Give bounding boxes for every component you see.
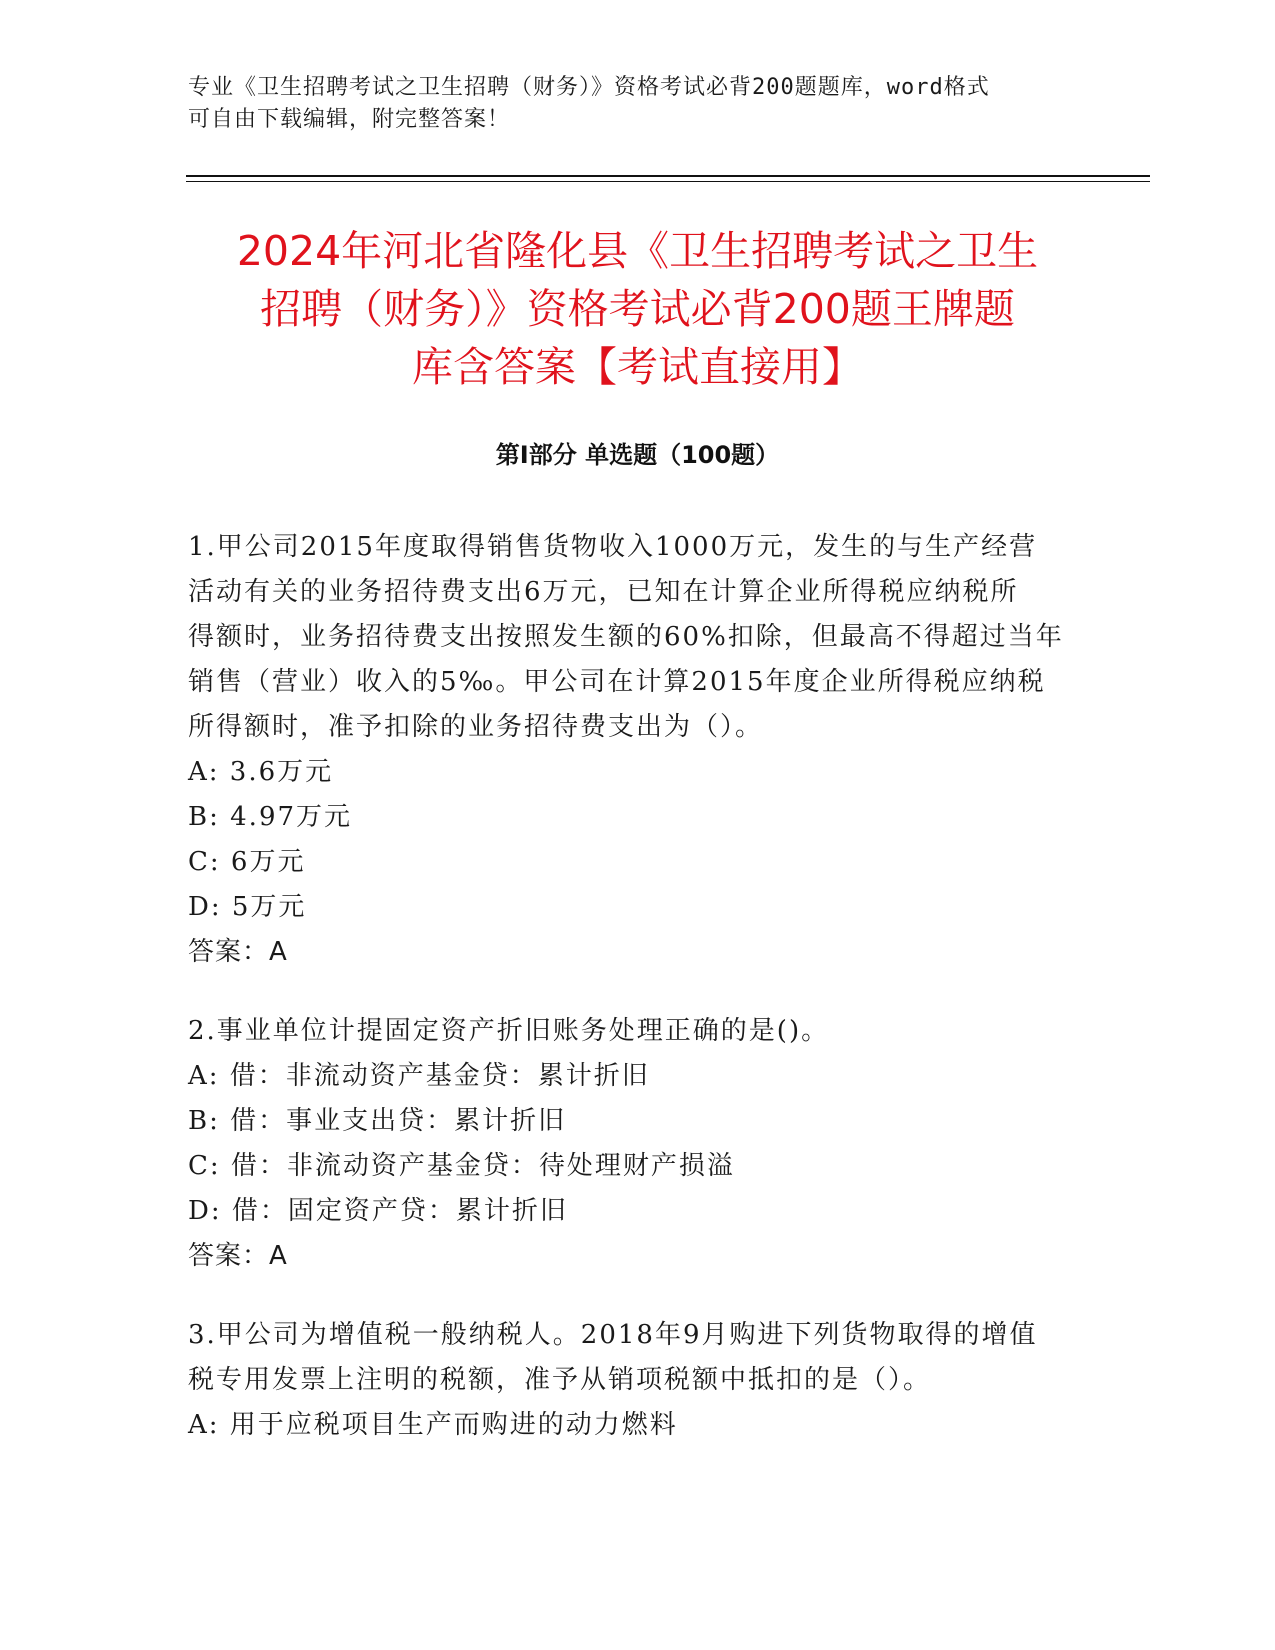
- question-3-option-a: A: 用于应税项目生产而购进的动力燃料: [188, 1410, 678, 1440]
- section-title: 第Ⅰ部分 单选题（100题）: [495, 441, 780, 469]
- document-title-line-2: 招聘（财务）》资格考试必背200题王牌题: [260, 285, 1015, 333]
- document-title-line-3: 库含答案【考试直接用】: [412, 343, 863, 391]
- question-text-line: 税专用发票上注明的税额，准予从销项税额中抵扣的是（）。: [188, 1365, 932, 1395]
- question-3: [188, 1313, 1088, 1448]
- question-text-line: 所得额时，准予扣除的业务招待费支出为（）。: [188, 712, 764, 742]
- question-2-option-d: D: 借：固定资产贷：累计折旧: [188, 1196, 568, 1226]
- question-1: [188, 525, 1088, 975]
- header-divider-thick: [186, 175, 1150, 177]
- header-note: [188, 72, 1068, 136]
- question-1-text: [188, 525, 1088, 750]
- question-2-text: [188, 1009, 1088, 1054]
- header-note-line-1: 专业《卫生招聘考试之卫生招聘（财务）》资格考试必背200题题库，word格式: [188, 75, 990, 100]
- question-text-line: 2.事业单位计提固定资产折旧账务处理正确的是()。: [188, 1016, 830, 1046]
- question-2-option-c: C: 借：非流动资产基金贷：待处理财产损溢: [188, 1151, 735, 1181]
- question-text-line: 得额时，业务招待费支出按照发生额的60%扣除，但最高不得超过当年: [188, 622, 1064, 652]
- question-1-option-d: D: 5万元: [188, 892, 307, 922]
- question-1-option-b: B: 4.97万元: [188, 802, 353, 832]
- header-note-line-2: 可自由下载编辑，附完整答案！: [188, 107, 511, 132]
- question-1-option-a: A: 3.6万元: [188, 757, 334, 787]
- question-2-option-a: A: 借：非流动资产基金贷：累计折旧: [188, 1061, 650, 1091]
- document-title-line-1: 2024年河北省隆化县《卫生招聘考试之卫生: [236, 227, 1039, 275]
- question-text-line: 销售（营业）收入的5‰。甲公司在计算2015年度企业所得税应纳税: [188, 667, 1046, 697]
- question-text-line: 1.甲公司2015年度取得销售货物收入1000万元，发生的与生产经营: [188, 532, 1038, 562]
- question-2-answer: 答案：A: [188, 1241, 288, 1271]
- question-text-line: 活动有关的业务招待费支出6万元，已知在计算企业所得税应纳税所: [188, 577, 1019, 607]
- question-2: [188, 1009, 1088, 1279]
- question-3-text: [188, 1313, 1088, 1403]
- question-1-option-c: C: 6万元: [188, 847, 306, 877]
- question-1-answer: 答案：A: [188, 937, 288, 967]
- question-list: [188, 525, 1088, 1482]
- document-title: [150, 222, 1125, 396]
- question-2-option-b: B: 借：事业支出贷：累计折旧: [188, 1106, 567, 1136]
- header-divider-thin: [186, 181, 1150, 182]
- question-text-line: 3.甲公司为增值税一般纳税人。2018年9月购进下列货物取得的增值: [188, 1320, 1038, 1350]
